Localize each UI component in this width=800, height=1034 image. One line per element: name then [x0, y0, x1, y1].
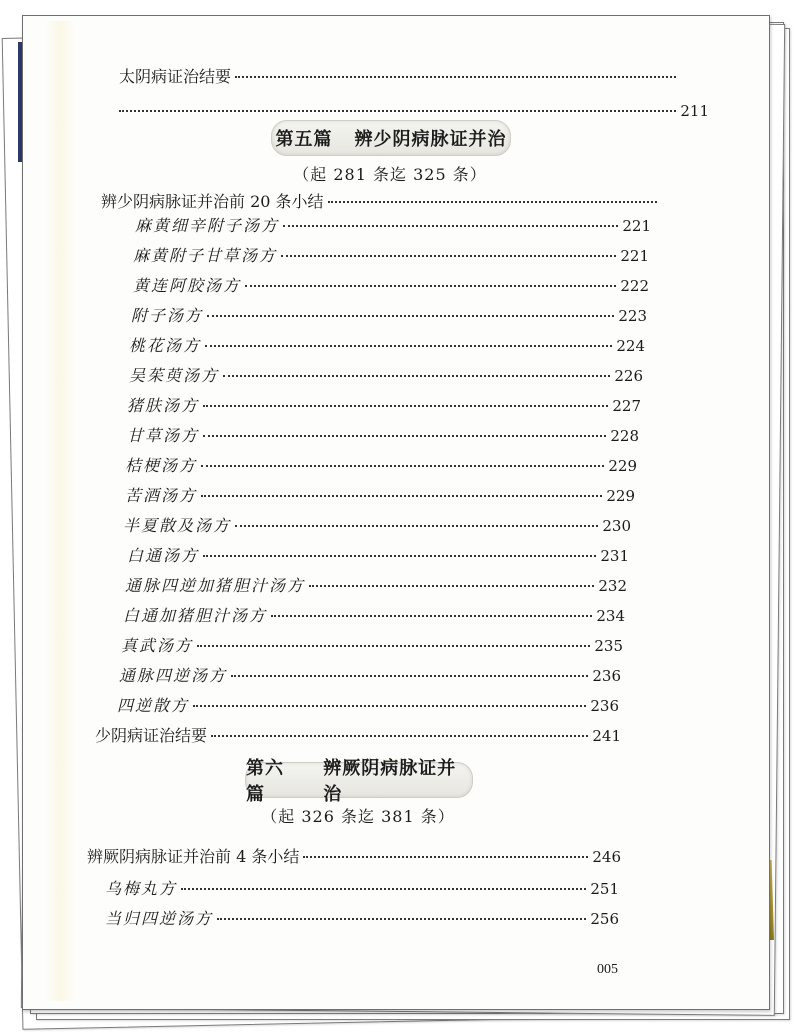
- dot-leader: [235, 525, 598, 527]
- toc-entry-page: 221: [620, 247, 649, 265]
- toc-entry-page: 226: [614, 367, 643, 385]
- dot-leader: [309, 585, 594, 587]
- dot-leader: [303, 856, 588, 858]
- toc-entry[interactable]: [105, 878, 619, 900]
- dot-leader: [205, 345, 612, 347]
- toc-entry-title: 当归四逆汤方: [105, 909, 214, 928]
- dot-leader: [203, 435, 606, 437]
- toc-entry-page: 224: [616, 337, 645, 355]
- part-label: 第五篇: [275, 129, 333, 150]
- dot-leader: [231, 675, 588, 677]
- toc-entry-page: 229: [608, 457, 637, 475]
- toc-entry[interactable]: [95, 725, 621, 747]
- toc-entry-page: 251: [590, 880, 619, 898]
- toc-entry-page: 221: [622, 217, 651, 235]
- dot-leader: [201, 495, 602, 497]
- toc-entry-page: 230: [602, 517, 631, 535]
- toc-entry-title: 附子汤方: [131, 306, 204, 325]
- toc-entry-title: 辨厥阴病脉证并治前 4 条小结: [87, 847, 300, 866]
- dot-leader: [193, 705, 586, 707]
- toc-entry[interactable]: [129, 335, 645, 357]
- part-5-banner: [271, 120, 511, 156]
- dot-leader: [217, 918, 586, 920]
- toc-entry-title: 真武汤方: [121, 636, 194, 655]
- dot-leader: [328, 201, 657, 203]
- dot-leader: [207, 315, 614, 317]
- dot-leader: [197, 645, 590, 647]
- part-title: 辨厥阴病脉证并治: [323, 758, 457, 805]
- toc-entry[interactable]: [131, 305, 647, 327]
- dot-leader: [203, 405, 608, 407]
- toc-entry-title: 太阴病证治结要: [119, 67, 232, 86]
- toc-entry-title: 黄连阿胶汤方: [133, 276, 242, 295]
- toc-entry-page: 246: [592, 848, 621, 866]
- toc-page: [22, 15, 770, 1010]
- toc-entry-title: 白通加猪胆汁汤方: [123, 606, 268, 625]
- toc-entry-title: 白通汤方: [127, 546, 200, 565]
- part-title: 辨少阴病脉证并治: [354, 129, 507, 150]
- toc-entry-title: 桃花汤方: [129, 336, 202, 355]
- toc-entry-page: 234: [596, 607, 625, 625]
- toc-entry[interactable]: [127, 395, 641, 417]
- toc-entry-page: 235: [594, 637, 623, 655]
- toc-entry[interactable]: [105, 908, 619, 930]
- toc-entry[interactable]: [125, 485, 635, 507]
- toc-entry[interactable]: [135, 215, 651, 237]
- dot-leader: [203, 555, 596, 557]
- toc-entry-title: 桔梗汤方: [125, 456, 198, 475]
- toc-entry-page: 211: [680, 102, 709, 120]
- toc-entry-title: 乌梅丸方: [105, 879, 178, 898]
- toc-entry[interactable]: [129, 365, 643, 387]
- dot-leader: [281, 255, 616, 257]
- toc-entry-title: 麻黄细辛附子汤方: [135, 216, 280, 235]
- toc-entry-title: 通脉四逆汤方: [119, 666, 228, 685]
- dot-leader: [223, 375, 610, 377]
- toc-entry-title: 甘草汤方: [127, 426, 200, 445]
- toc-entry-page: 256: [590, 910, 619, 928]
- toc-entry-title: 四逆散方: [117, 696, 190, 715]
- toc-entry[interactable]: [87, 846, 621, 868]
- toc-entry-title: 吴茱萸汤方: [129, 366, 220, 385]
- toc-entry[interactable]: [121, 635, 623, 657]
- dot-leader: [181, 888, 586, 890]
- dot-leader: [211, 735, 588, 737]
- toc-entry-continuation: [119, 100, 709, 122]
- toc-entry-page: 236: [590, 697, 619, 715]
- part-6-banner: [245, 758, 473, 805]
- toc-entry[interactable]: [119, 66, 709, 88]
- part-label: 第六篇: [246, 758, 284, 805]
- dot-leader: [201, 465, 604, 467]
- dot-leader: [271, 615, 592, 617]
- dot-leader: [235, 76, 676, 78]
- toc-entry-title: 半夏散及汤方: [123, 516, 232, 535]
- toc-entry-page: 241: [592, 727, 621, 745]
- part-6-article-range: （起 326 条迄 381 条）: [261, 807, 455, 826]
- toc-entry-page: 222: [620, 277, 649, 295]
- toc-entry[interactable]: [119, 665, 621, 687]
- toc-entry-page: 227: [612, 397, 641, 415]
- toc-entry[interactable]: [101, 191, 661, 213]
- toc-entry[interactable]: [125, 575, 627, 597]
- toc-entry-page: 232: [598, 577, 627, 595]
- toc-entry[interactable]: [125, 455, 637, 477]
- page-number: 005: [597, 962, 618, 977]
- dot-leader: [245, 285, 616, 287]
- toc-entry-title: 猪肤汤方: [127, 396, 200, 415]
- toc-entry-page: 229: [606, 487, 635, 505]
- dot-leader: [119, 110, 676, 112]
- toc-entry-page: 223: [618, 307, 647, 325]
- toc-entry[interactable]: [117, 695, 619, 717]
- toc-entry-title: 辨少阴病脉证并治前 20 条小结: [101, 192, 324, 211]
- toc-entry-title: 少阴病证治结要: [95, 726, 208, 745]
- toc-entry-page: 236: [592, 667, 621, 685]
- dot-leader: [283, 225, 618, 227]
- toc-entry[interactable]: [127, 425, 639, 447]
- toc-entry-page: 228: [610, 427, 639, 445]
- toc-entry-page: 231: [600, 547, 629, 565]
- part-5-article-range: （起 281 条迄 325 条）: [293, 165, 487, 184]
- toc-entry-title: 麻黄附子甘草汤方: [133, 246, 278, 265]
- toc-entry-title: 通脉四逆加猪胆汁汤方: [125, 576, 306, 595]
- toc-entry[interactable]: [133, 245, 649, 267]
- toc-entry[interactable]: [123, 515, 631, 537]
- toc-entry[interactable]: [127, 545, 629, 567]
- toc-entry[interactable]: [133, 275, 649, 297]
- toc-entry-title: 苦酒汤方: [125, 486, 198, 505]
- toc-entry[interactable]: [123, 605, 625, 627]
